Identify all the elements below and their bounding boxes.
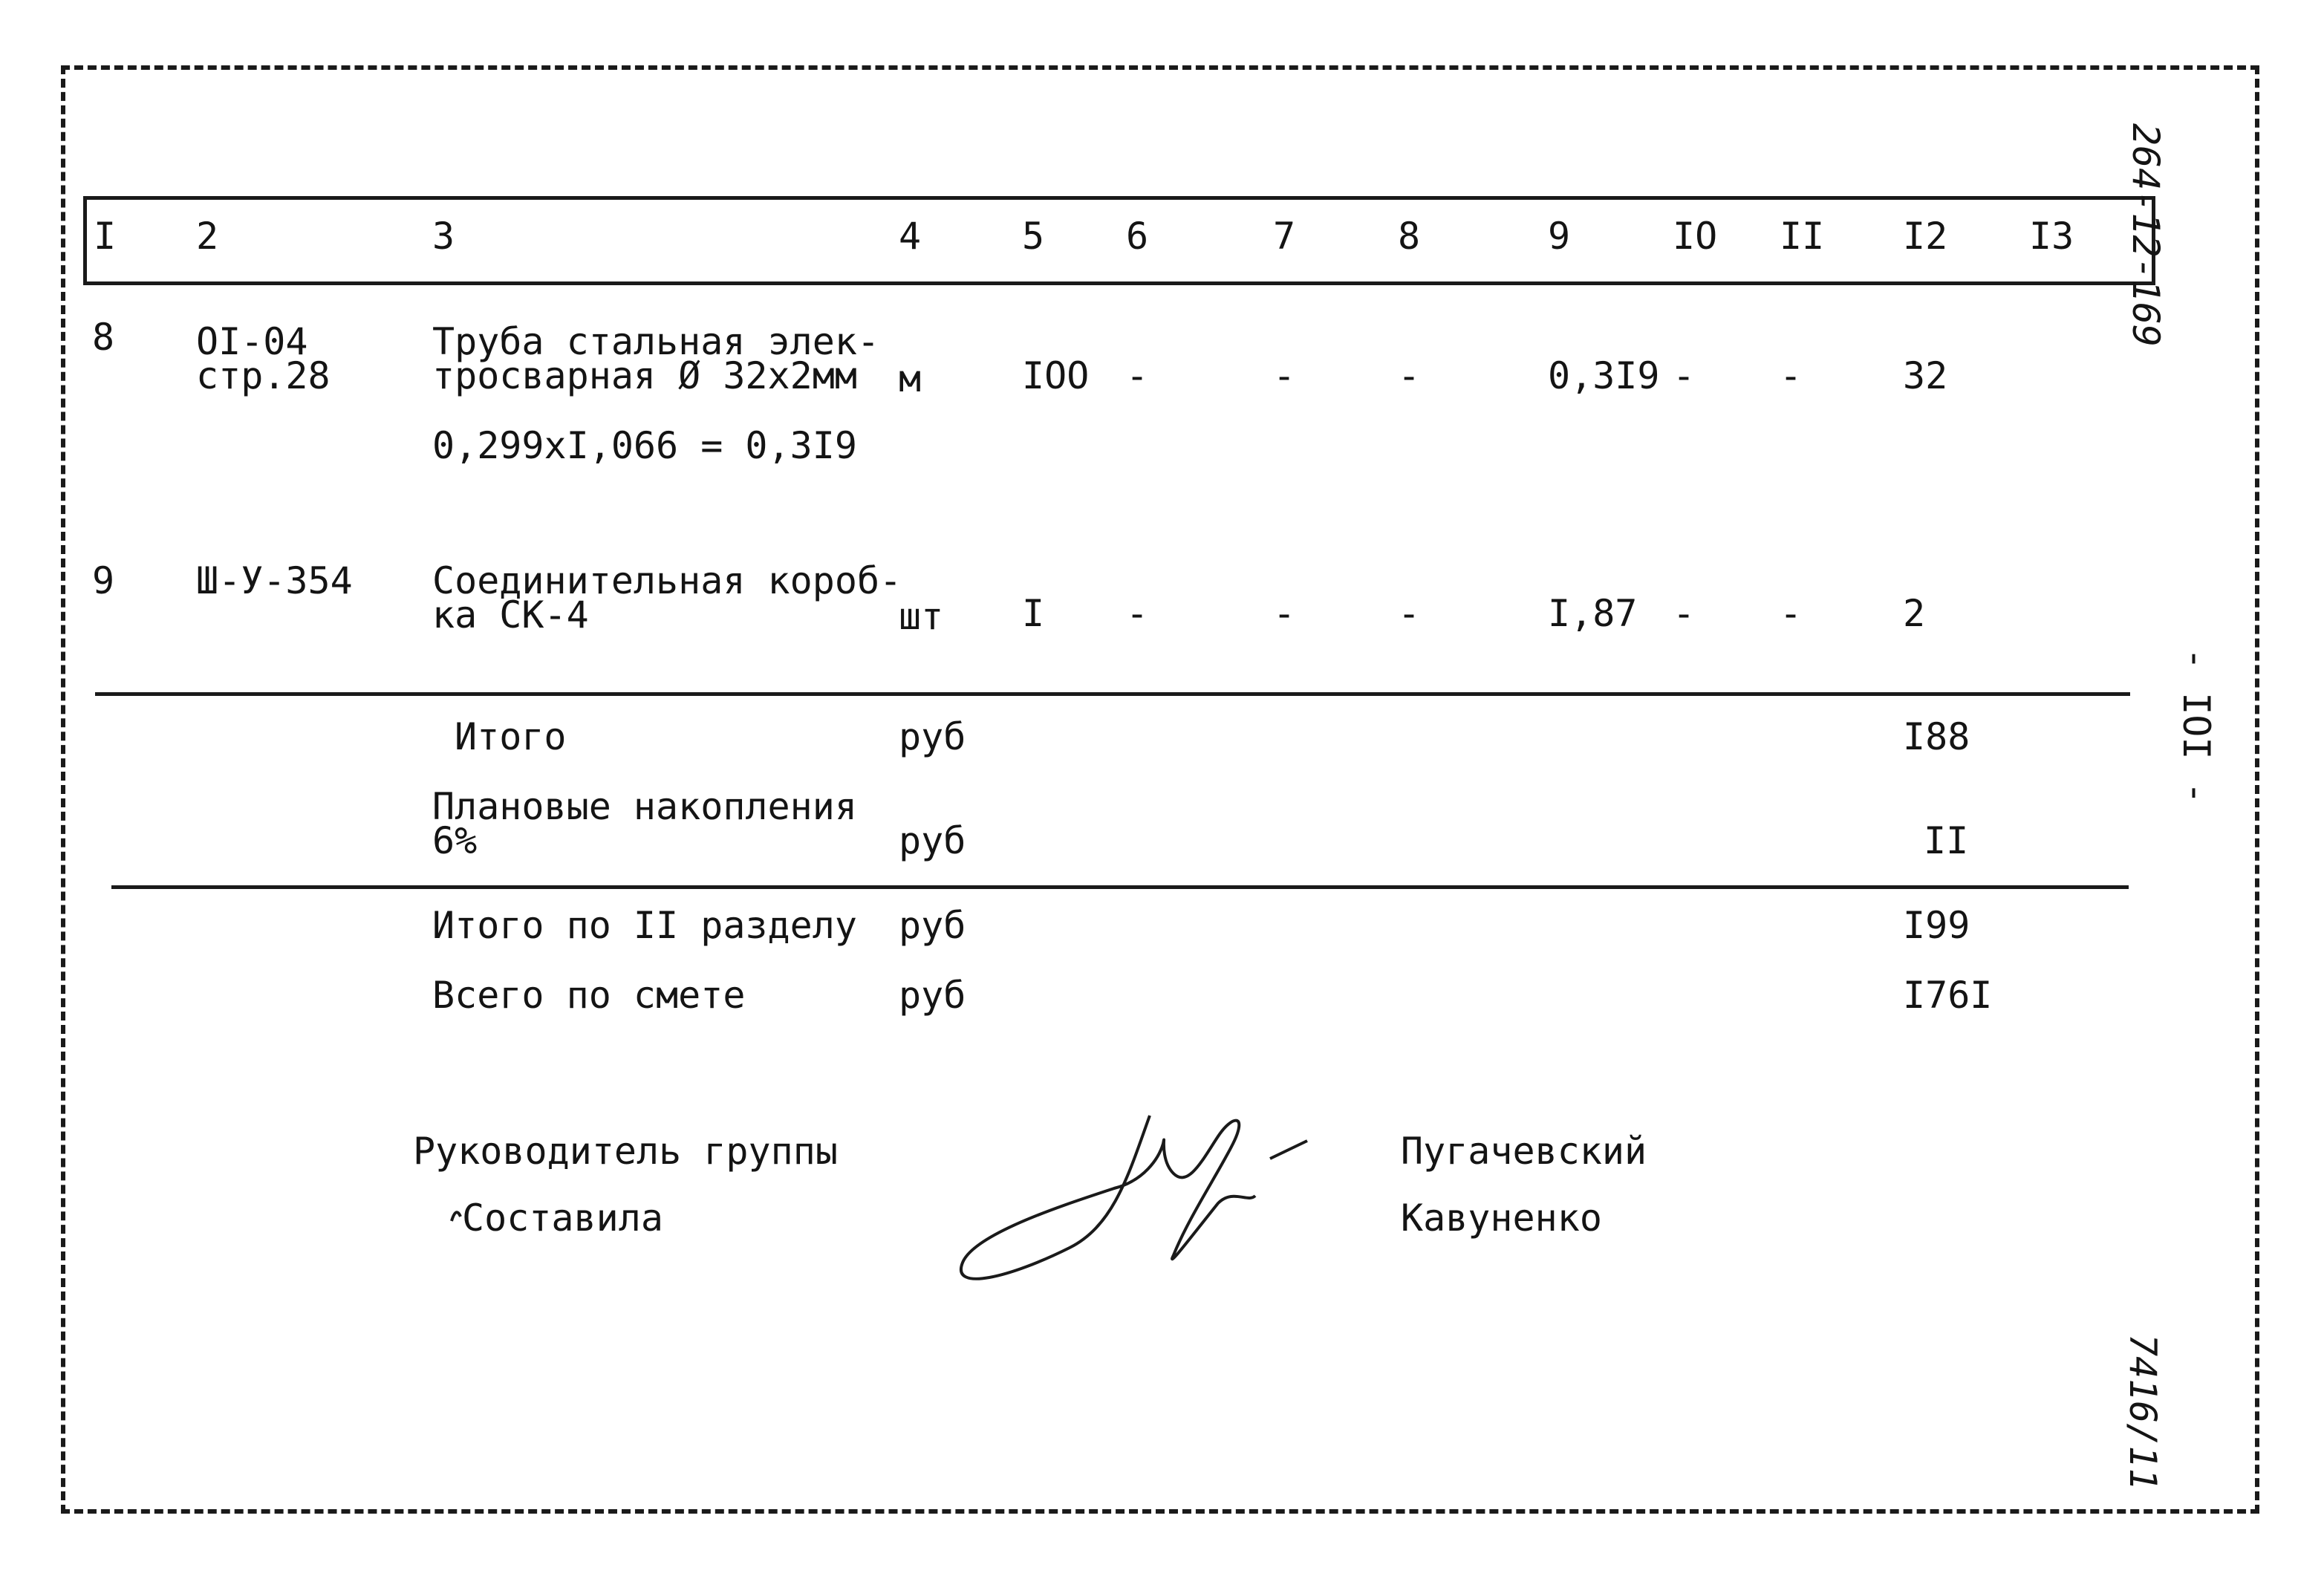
row8-col11: - [1780,354,1803,397]
row8-number: 8 [92,316,115,359]
header-col-3: 3 [432,215,455,258]
estimate-total-label: Всего по смете [432,974,746,1017]
row8-quantity: IOO [1022,354,1090,397]
page-number: - IOI - [2175,648,2218,804]
header-col-7: 7 [1273,215,1296,258]
row8-formula: 0,299xI,066 = 0,3I9 [432,424,857,467]
row8-col9: 0,3I9 [1548,354,1660,397]
header-col-9: 9 [1548,215,1571,258]
row9-description-line2: ка СК-4 [432,593,589,637]
header-col-5: 5 [1022,215,1045,258]
row9-col9: I,87 [1548,592,1638,635]
header-col-12: I2 [1903,215,1948,258]
role-compiled-by: Составила [462,1197,663,1240]
section-total-unit: руб [899,904,966,947]
header-col-13: I3 [2029,215,2074,258]
row9-quantity: I [1022,592,1045,635]
row9-col8: - [1398,592,1421,635]
row8-code-page: стр.28 [196,354,331,397]
header-col-11: II [1780,215,1825,258]
header-col-8: 8 [1398,215,1421,258]
section-total-label: Итого по II разделу [432,904,857,947]
row8-col12: 32 [1903,354,1948,397]
row9-col12: 2 [1903,592,1926,635]
name-group-leader: Пугачевский [1401,1130,1647,1173]
plan-unit: руб [899,819,966,862]
row8-description-line2: тросварная Ø 32x2мм [432,354,857,397]
row9-col7: - [1273,592,1296,635]
row9-col11: - [1780,592,1803,635]
section-total-value: I99 [1903,904,1970,947]
row8-col6: - [1126,354,1149,397]
row8-description-line1: Труба стальная элек- [432,320,880,363]
role-group-leader: Руководитель группы [413,1130,838,1173]
header-col-6: 6 [1126,215,1149,258]
itogo-unit: руб [899,715,966,758]
row8-unit: м [899,357,922,400]
header-col-1: I [94,215,117,258]
header-col-2: 2 [196,215,219,258]
row8-col7: - [1273,354,1296,397]
header-col-10: IO [1673,215,1718,258]
row9-description-line1: Соединительная короб- [432,559,902,602]
plan-label-line1: Плановые накопления [432,785,857,828]
name-compiled-by: Кавуненко [1401,1197,1602,1240]
inventory-number: 7416/11 [2121,1334,2164,1491]
row8-col8: - [1398,354,1421,397]
doc-code: 264-12-169 [2124,123,2167,348]
estimate-total-unit: руб [899,974,966,1017]
header-col-4: 4 [899,215,922,258]
row8-code: OI-04 [196,320,308,363]
plan-label-line2: 6% [432,819,478,862]
plan-value: II [1924,819,1969,862]
row8-col10: - [1673,354,1696,397]
itogo-value: I88 [1903,715,1970,758]
row9-number: 9 [92,559,115,602]
row9-code: Ш-У-354 [196,559,353,602]
itogo-label: Итого [455,715,567,758]
row9-col10: - [1673,592,1696,635]
row9-col6: - [1126,592,1149,635]
estimate-total-value: I76I [1903,974,1993,1017]
row9-unit: шт [899,595,944,638]
